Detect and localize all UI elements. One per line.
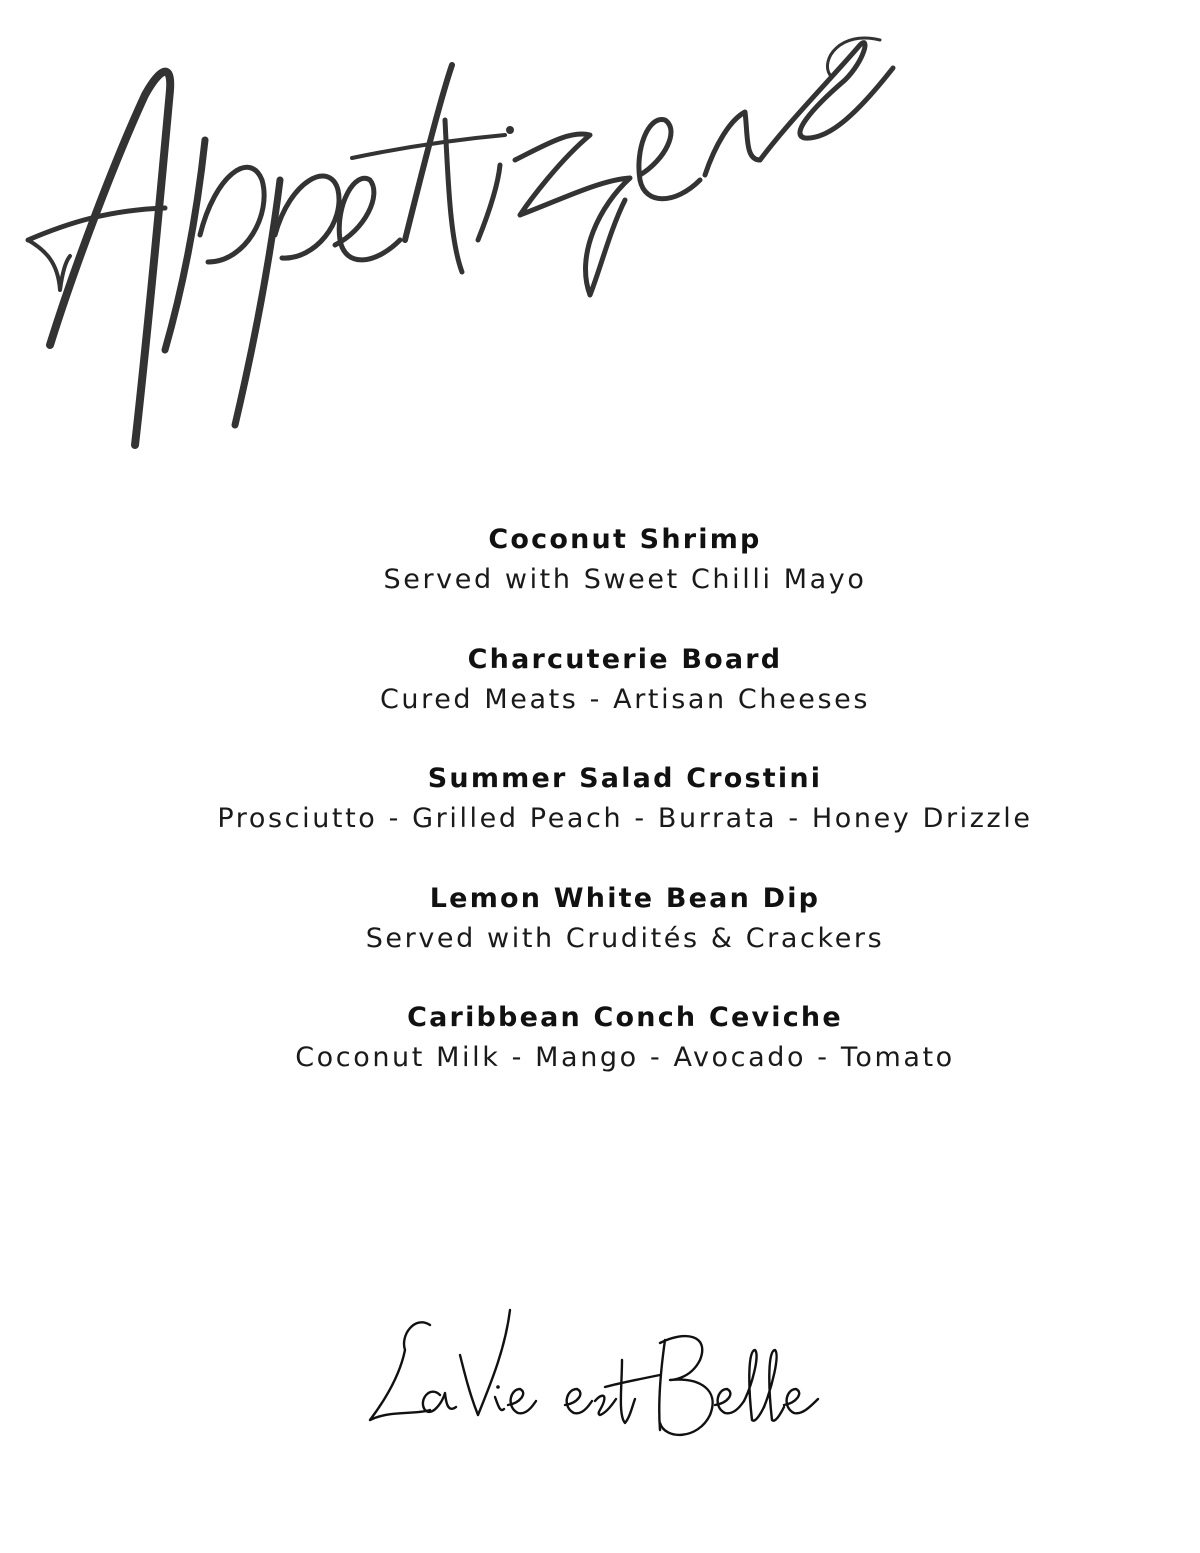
menu-item [0,879,1200,999]
menu-item-description: Served with Crudités & Crackers [365,922,885,954]
menu-item [0,640,1200,760]
menu-title-script [0,0,1200,470]
menu-item-name: Lemon White Bean Dip [429,882,821,914]
menu-item-description: Coconut Milk - Mango - Avocado - Tomato [295,1042,955,1073]
menu-item-description: Cured Meats - Artisan Cheeses [379,683,871,715]
menu-title [0,0,1200,470]
menu-item [0,520,1200,640]
menu-list [0,520,1200,1118]
menu-item-name: Coconut Shrimp [488,524,762,555]
signature-script [360,1295,840,1465]
menu-item-description: Prosciutto - Grilled Peach - Burrata - Honey Drizzle [217,803,1033,834]
menu-item [0,759,1200,879]
menu-item-name: Caribbean Conch Ceviche [407,1002,843,1033]
menu-item-description: Served with Sweet Chilli Mayo [383,564,867,595]
signature [360,1295,840,1465]
menu-item [0,998,1200,1118]
menu-item-name: Summer Salad Crostini [427,763,823,794]
menu-item-name: Charcuterie Board [467,643,783,675]
